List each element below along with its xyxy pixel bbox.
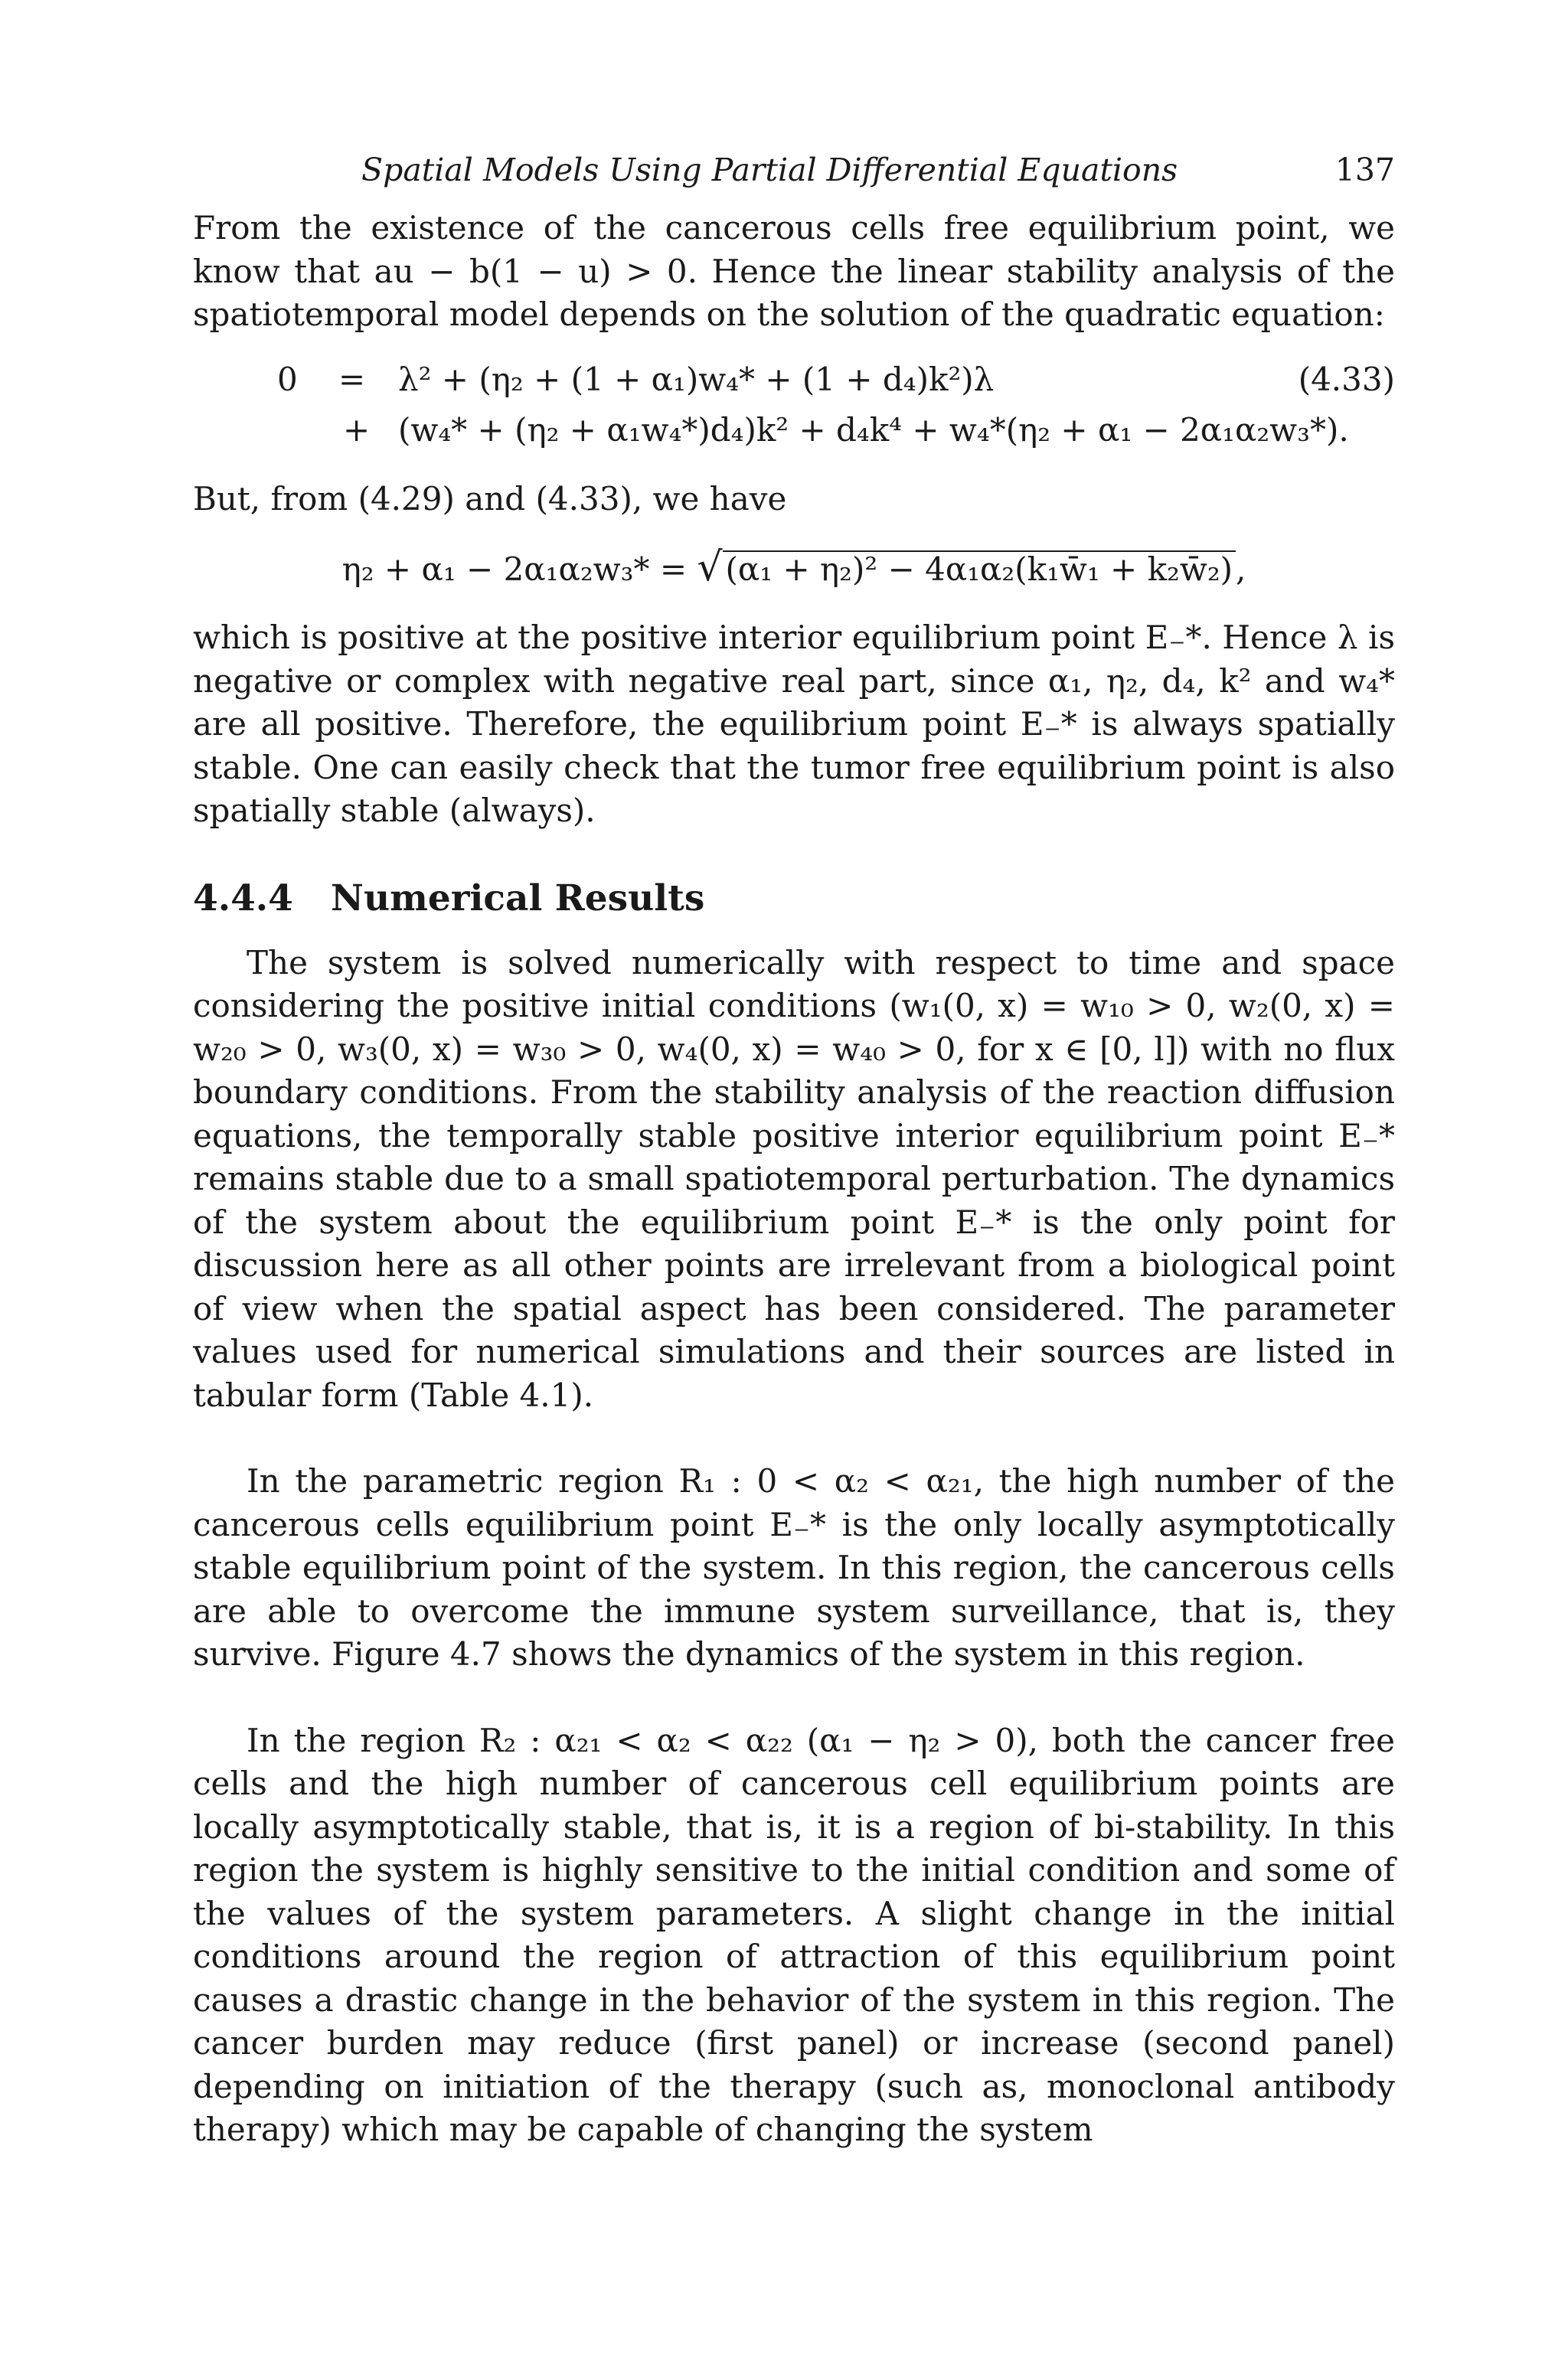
equation-continuation-plus: + bbox=[343, 410, 371, 449]
page-number: 137 bbox=[1334, 152, 1395, 188]
paragraph-intro: From the existence of the cancerous cells free equilibrium point, we know that au − b(1 − u) > 0. Hence the linear stability analysis of the spatiotemporal model depends on the solution of the quadratic equation: bbox=[193, 209, 1395, 333]
section-number: 4.4.4 bbox=[193, 877, 293, 919]
equation-relation: = bbox=[338, 360, 366, 398]
radical-sign: √ bbox=[697, 544, 723, 590]
equation-lhs: 0 bbox=[277, 360, 298, 398]
equation-number: (4.33) bbox=[1298, 360, 1395, 398]
running-title: Spatial Models Using Partial Differential Equations bbox=[361, 152, 1178, 188]
section-heading bbox=[193, 876, 1395, 922]
paragraph-positive: which is positive at the positive interior equilibrium point E₋*. Hence λ is negative or complex with negative real part, since α₁, η₂, d₄, k² and w₄* are all positive. Therefore, the equilibrium point E₋* is always spatially stable. One can easily check that the tumor free equilibrium point is also spatially stable (always). bbox=[193, 619, 1395, 829]
running-header bbox=[193, 145, 1395, 207]
paragraph-region-r1: In the parametric region R₁ : 0 < α₂ < α₂₁, the high number of the cancerous cells equilibrium point E₋* is the only locally asymptotically stable equilibrium point of the system. In this region, the cancerous cells are able to overcome the immune system surveillance, that is, they survive. Figure 4.7 shows the dynamics of the system in this region. bbox=[193, 1462, 1395, 1673]
section-title: Numerical Results bbox=[331, 877, 705, 919]
equation-4-33 bbox=[193, 357, 1395, 458]
equation-line-2: (w₄* + (η₂ + α₁w₄*)d₄)k² + d₄k⁴ + w₄*(η₂ + α₁ − 2α₁α₂w₃*). bbox=[398, 410, 1349, 449]
equation-line-1: λ² + (η₂ + (1 + α₁)w₄* + (1 + d₄)k²)λ bbox=[398, 360, 995, 398]
equation-sqrt-lhs: η₂ + α₁ − 2α₁α₂w₃* = bbox=[341, 550, 688, 588]
equation-sqrt-radicand: (α₁ + η₂)² − 4α₁α₂(k₁w̄₁ + k₂w̄₂) bbox=[723, 550, 1236, 587]
equation-sqrt bbox=[193, 540, 1395, 596]
equation-sqrt-tail: , bbox=[1236, 550, 1246, 588]
paragraph-numerical: The system is solved numerically with respect to time and space considering the positive initial conditions (w₁(0, x) = w₁₀ > 0, w₂(0, x) = w₂₀ > 0, w₃(0, x) = w₃₀ > 0, w₄(0, x) = w₄₀ > 0, for x ∈ [0, l]) with no flux boundary conditions. From the stability analysis of the reaction diffusion equations, the temporally stable positive interior equilibrium point E₋* remains stable due to a small spatiotemporal perturbation. The dynamics of the system about the equilibrium point E₋* is the only point for discussion here as all other points are irrelevant from a biological point of view when the spatial aspect has been considered. The parameter values used for numerical simulations and their sources are listed in tabular form (Table 4.1). bbox=[193, 943, 1395, 1414]
paragraph-but-from: But, from (4.29) and (4.33), we have bbox=[193, 479, 787, 518]
page bbox=[193, 145, 1395, 2152]
paragraph-region-r2: In the region R₂ : α₂₁ < α₂ < α₂₂ (α₁ − η₂ > 0), both the cancer free cells and the high number of cancerous cell equilibrium points are locally asymptotically stable, that is, it is a region of bi-stability. In this region the system is highly sensitive to the initial condition and some of the values of the system parameters. A slight change in the initial conditions around the region of attraction of this equilibrium point causes a drastic change in the behavior of the system in this region. The cancer burden may reduce (first panel) or increase (second panel) depending on initiation of the therapy (such as, monoclonal antibody therapy) which may be capable of changing the system bbox=[193, 1721, 1395, 2148]
